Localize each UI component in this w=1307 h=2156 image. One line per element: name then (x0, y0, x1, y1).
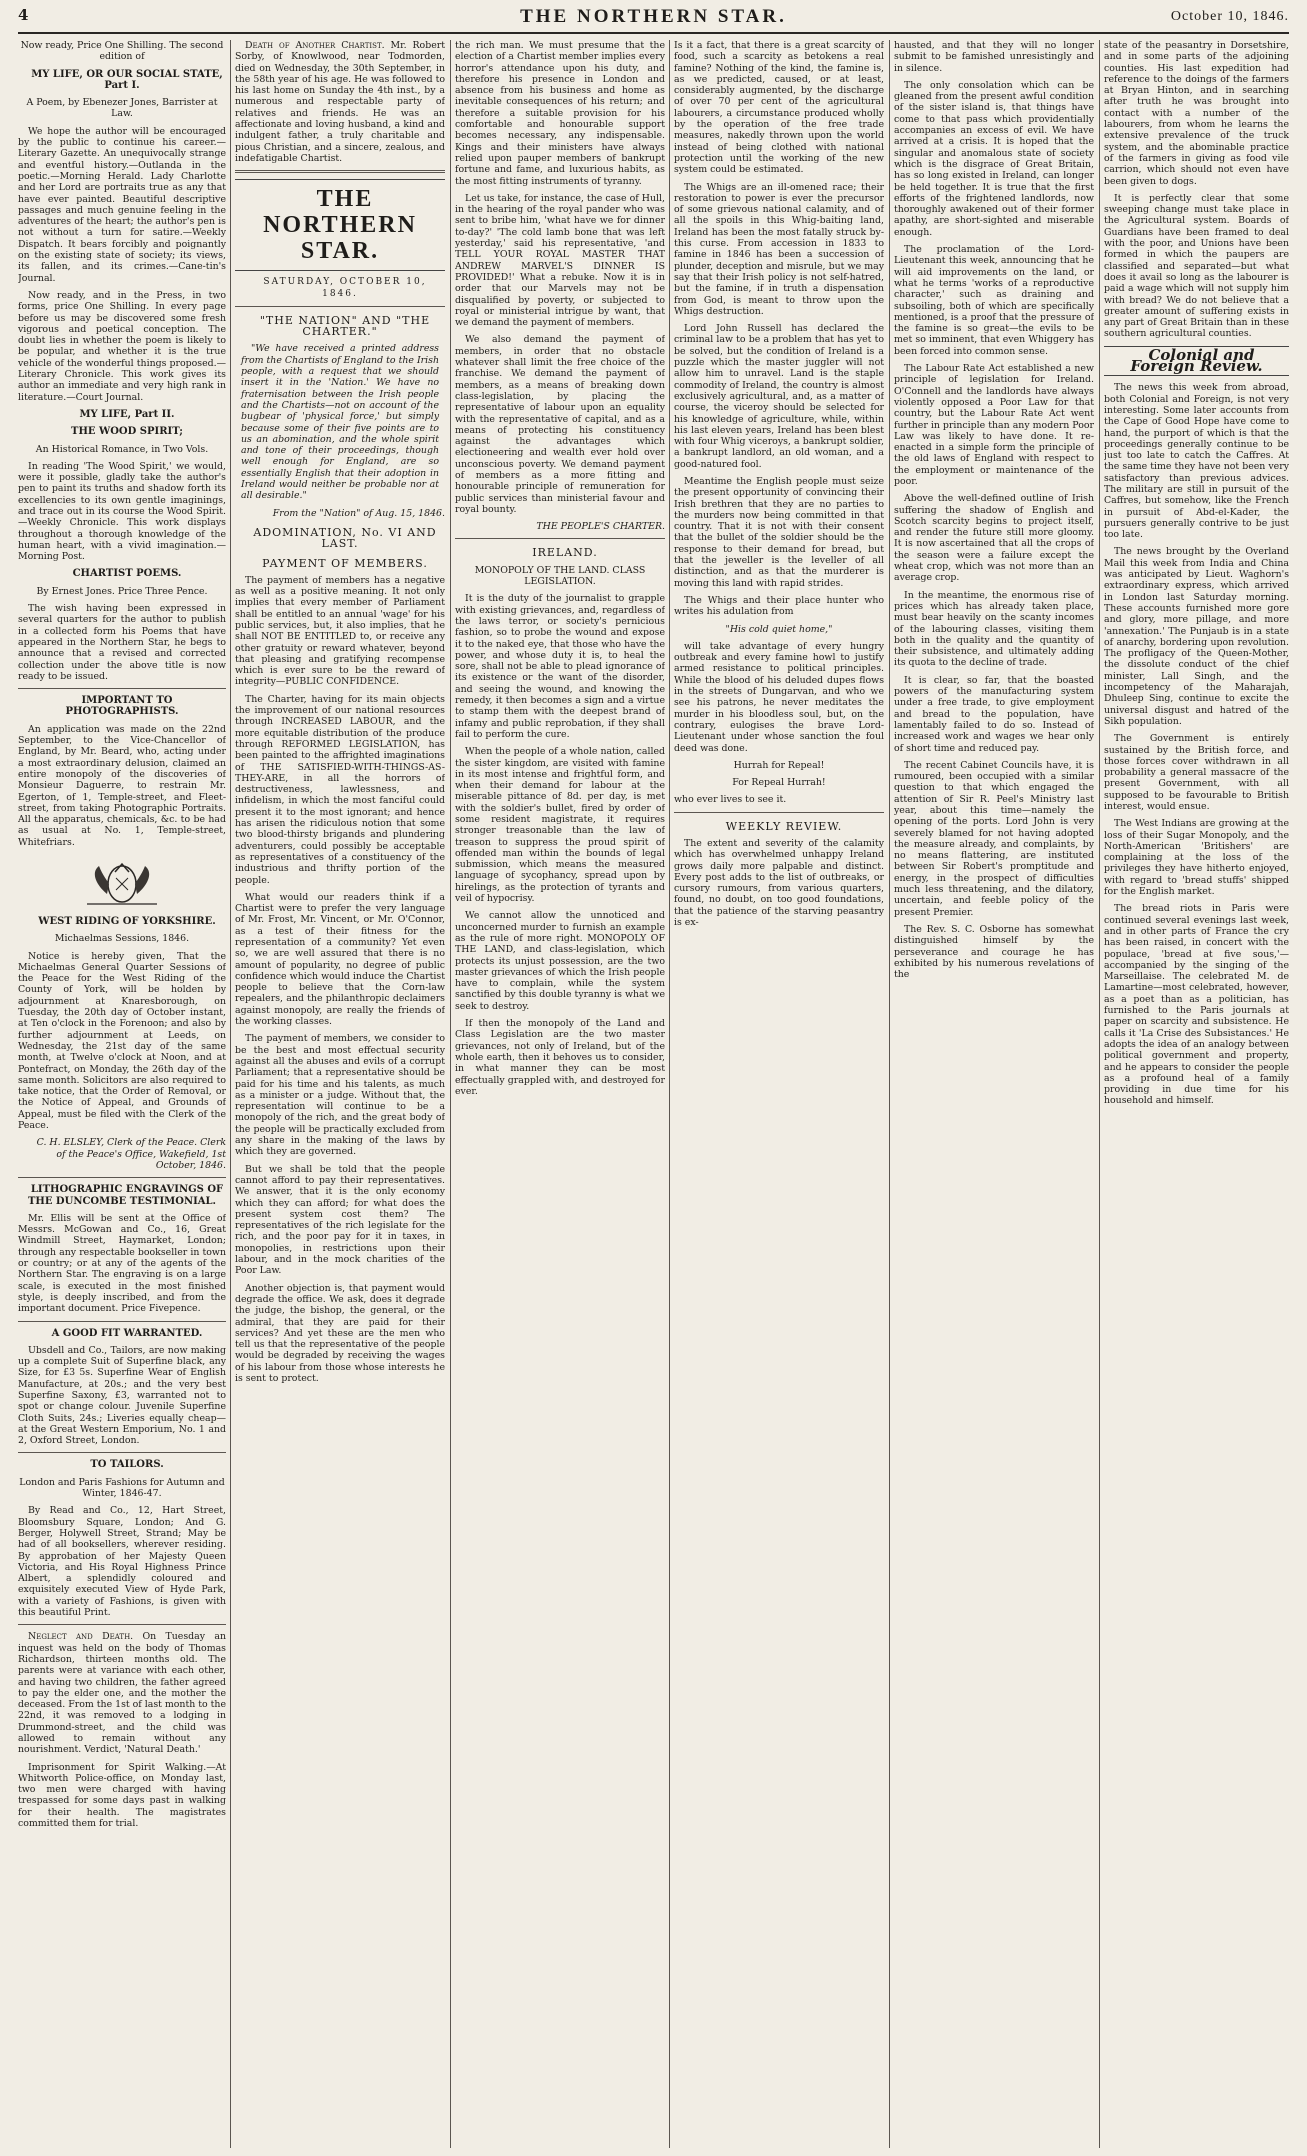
column-article (455, 40, 665, 2148)
article-paragraph: It is the duty of the journalist to grapple with existing grievances, and, regardless of the laws terror, or society's pernicious fashion, so to probe the wound and expose it to the naked eye, that those who have the power, and whose duty it is, to heal the sore, shall not be able to plead ignorance of its existence or the want of the disorder, and seeing the wound, and knowing the remedy, it then becomes a sign and a virtue to stamp them with the deepest brand of infamy and public reprobation, if they shall fail to perform the cure. (455, 593, 665, 740)
divider (18, 1624, 226, 1625)
ad-text: In reading 'The Wood Spirit,' we would, were it possible, gladly take the author's pen to paint its truths and shadow forth its excellencies to its own gentle imaginings, and trace out in its course the Wood Spirit.—Weekly Chronicle. This work displays throughout a thorough knowledge of the human heart, with a vivid imagination.—Morning Post. (18, 460, 226, 563)
news-item (18, 1631, 226, 1755)
divider (18, 1452, 226, 1453)
article-paragraph: the rich man. We must presume that the election of a Chartist member implies every horror's attendance upon his duty, and therefore his presence in London and absence from his business and home as inevitable consequences of his return; and therefore a suitable provision for his comfortable and honourable support becomes necessary, any indispensable. Kings and their ministers have always relied upon pauper members of bankrupt fortune and fame, and luxurious habits, as the most fitting instruments of tyranny. (455, 40, 665, 187)
article-quote: "His cold quiet home," (725, 623, 833, 635)
article-paragraph: We also demand the payment of members, in order that no obstacle whatever shall limit the free choice of the franchise. We demand the payment of members, as a means of breaking down class-legislation, by placing the representative of labour upon an equality with the representative of capital, and as a means of protecting his constituency against the advantages which electioneering and wealth ever hold over unconscious poverty. We demand payment of members as a more fitting and honourable principle of remuneration for public services than ministerial favour and royal bounty. (455, 334, 665, 515)
section-title: PAYMENT OF MEMBERS. (262, 556, 428, 570)
leader-citation: From the "Nation" of Aug. 15, 1846. (272, 507, 445, 519)
news-text: Mr. Robert Sorby, of Knowlwood, near Todmorden, died on Wednesday, the 30th September, in the 58th year of his age. He was followed to his last home on Sunday the 4th inst., by a numerous and respectable party of relatives and friends. He was an affectionate and loving husband, a kind and indulgent father, a truly charitable and pious Christian, and a sincere, zealous, and indefatigable Chartist. (235, 40, 445, 164)
section-subtitle: MONOPOLY OF THE LAND. CLASS LEGISLATION. (474, 564, 646, 588)
ad-title: MY LIFE, Part II. (79, 408, 175, 420)
divider (455, 538, 665, 539)
editorial-paper-title: THE NORTHERN STAR. (235, 179, 445, 271)
divider (235, 170, 445, 173)
ad-title: LITHOGRAPHIC ENGRAVINGS OF THE DUNCOMBE TESTIMONIAL. (27, 1184, 224, 1207)
column-article (674, 40, 884, 2148)
ad-text: An application was made on the 22nd September, to the Vice-Chancellor of England, by Mr. Beard, who, acting under a most extraordinary delusion, claimed an entire monopoly of the discoveries of Monsieur Daguerre, to restrain Mr. Egerton, of 1, Temple-street, and Fleet-street, from taking Photographic Portraits. All the apparatus, chemicals, &c. to be had as usual at No. 1, Temple-street, Whitefriars. (18, 723, 226, 848)
leader-title: "THE NATION" AND "THE CHARTER." (259, 313, 431, 339)
divider (18, 1177, 226, 1178)
news-item: Imprisonment for Spirit Walking.—At Whitworth Police-office, on Monday last, two men were charged with having trespassed for some days past in walking for their health. The magistrates committed them for trial. (18, 1761, 226, 1830)
article-paragraph: Meantime the English people must seize the present opportunity of convincing their Irish brethren that they are no parties to the murders now being committed in that country. That it is not with their consent that the bullet of the soldier should be the response to their demand for bread, but that the jeweller is the leveller of all distinction, and as that the murderer is moving this land with rapid strides. (674, 475, 884, 589)
column-article (894, 40, 1094, 2148)
ad-text: We hope the author will be encouraged by the public to continue his career.—Literary Gazette. An unequivocally strange and eventful history.—Outlanda in the poetic.—Morning Herald. Lady Charlotte and her Lord are portraits true as any that have ever painted. Beautiful descriptive passages and much genuine feeling in the adventures of the heart; the author's pen is not without a turn for satire.—Weekly Dispatch. It bears forcibly and poignantly on the existing state of society; its views, its fallen, and its crimes.—Cane-tin's Journal. (18, 125, 226, 284)
section-title: IRELAND. (532, 546, 598, 560)
article-paragraph: Above the well-defined outline of Irish suffering the shadow of English and Scotch scarcity begins to project itself, and render the future still more gloomy. It is now ascertained that all the crops of the season were a failure except the wheat crop, which was not more than an average crop. (894, 493, 1094, 584)
ad-subtitle: A Poem, by Ebenezer Jones, Barrister at Law. (26, 97, 218, 120)
article-paragraph: The news brought by the Overland Mail this week from India and China was anticipated by Lieut. Waghorn's extraordinary express, which arrived in London last Saturday morning. These accounts furnished more gore and glory, more pillage, and more 'annexation.' The Punjaub is in a state of anarchy, bordering upon revolution. The profligacy of the Queen-Mother, the dissolute conduct of the chief minister, Lall Singh, and the incompetency of the Maharajah, Dhuleep Sing, continue to excite the universal disgust and hatred of the Sikh population. (1104, 546, 1289, 727)
article-paragraph: The Whigs are an ill-omened race; their restoration to power is ever the precursor of some grievous national calamity, and of all the spoils in this Whig-baiting land, Ireland has been the most fatally struck by-this curse. From accession in 1833 to famine in 1846 has been a succession of plunder, deception and misrule, but we may say that their Irish policy is not self-hatred, but the famine, if in truth a dispensation from God, is meant to throw upon the Whigs destruction. (674, 181, 884, 317)
article-cheer: who ever lives to see it. (674, 794, 787, 806)
section-title: ADOMINATION, No. VI AND LAST. (253, 525, 437, 551)
column-editorial (235, 40, 445, 2148)
divider (18, 688, 226, 689)
masthead (18, 4, 1289, 34)
news-item (235, 40, 445, 164)
ad-text: Mr. Ellis will be sent at the Office of Messrs. McGowan and Co., 16, Great Windmill Street, Haymarket, London; through any respectable bookseller in town or country; or at any of the agents of the Northern Star. The engraving is on a large scale, is executed in the most finished style, is deeply inscribed, and from the important document. Price Fivepence. (18, 1212, 226, 1315)
royal-arms-emblem (57, 854, 187, 910)
article-paragraph: The proclamation of the Lord-Lieutenant this week, announcing that he will aid improvements on the land, or what he terms 'works of a reproductive character,' such as draining and subsoiling, both of which are specifically mentioned, is a proof that the pressure of the famine is so great—the evils to be met so imminent, that even Whiggery has been forced into common sense. (894, 244, 1094, 357)
ad-signature: C. H. ELSLEY, Clerk of the Peace. Clerk of the Peace's Office, Wakefield, 1st October, 1846. (36, 1137, 226, 1171)
article-paragraph: The West Indians are growing at the loss of their Sugar Monopoly, and the North-American 'Britishers' are complaining at the loss of the privileges they have hitherto enjoyed, with regard to 'bread stuffs' shipped for the English market. (1104, 818, 1289, 898)
ad-title: THE WOOD SPIRIT; (71, 426, 183, 438)
article-paragraph: The payment of members, we consider to be the best and most effectual security against all the abuses and evils of a corrupt Parliament; that a representative should be paid for his time and his talents, as much as a minister or a judge. Without that, the representation will continue to be a monopoly of the rich, and the great body of the people will be practically excluded from any share in the making of the laws by which they are governed. (235, 1033, 445, 1158)
article-paragraph: The extent and severity of the calamity which has overwhelmed unhappy Ireland grows daily more palpable and distinct. Every post adds to the list of outbreaks, or cursory rumours, from various quarters, found, no doubt, on too good foundations, that the patience of the starving peasantry is ex- (674, 838, 884, 929)
article-paragraph: It is clear, so far, that the boasted powers of the manufacturing system under a free trade, to give employment and bread to the population, have lamentably failed to do so. Instead of increased work and wages we hear only of short time and reduced pay. (894, 674, 1094, 754)
page-number: 4 (18, 6, 29, 24)
article-paragraph: The Whigs and their place hunter who writes his adulation from (674, 594, 884, 618)
column-rule (230, 40, 231, 2148)
ad-text: By Read and Co., 12, Hart Street, Bloomsbury Square, London; And G. Berger, Holywell Street, Strand; May be had of all booksellers, wherever residing. By approbation of her Majesty Queen Victoria, and His Royal Highness Prince Albert, a splendidly coloured and exquisitely executed View of Hyde Park, with a variety of Fashions, is given with this beautiful Print. (18, 1505, 226, 1619)
ad-intro: Now ready, Price One Shilling. The second edition of (20, 40, 224, 63)
article-paragraph: The Rev. S. C. Osborne has somewhat distinguished himself by the perseverance and courage he has exhibited by his numerous revelations of the (894, 923, 1094, 981)
ad-subtitle: London and Paris Fashions for Autumn and Winter, 1846-47. (19, 1476, 225, 1500)
editorial-date: SATURDAY, OCTOBER 10, 1846. (263, 277, 427, 299)
column-rule (889, 40, 890, 2148)
column-advertisements (18, 40, 226, 2148)
ad-title: CHARTIST POEMS. (72, 568, 182, 580)
article-paragraph: If then the monopoly of the Land and Class Legislation are the two master grievances, not only of Ireland, but of the whole earth, then it behoves us to consider, in what manner they can be most effectually grappled with, and destroyed for ever. (455, 1018, 665, 1097)
article-paragraph: state of the peasantry in Dorsetshire, and in some parts of the adjoining counties. His last expedition had reference to the doings of the farmers at Bryan Hinton, and in searching after truth he was brought into contact with a number of the labourers, from whom he learns the extensive prevalence of the truck system, and the abominable practice of the farmers in giving as food vile carrion, which should not even have been given to dogs. (1104, 40, 1289, 187)
article-paragraph: In the meantime, the enormous rise of prices which has already taken place, must bear heavily on the scanty incomes of the labouring classes, visiting them both in the quality and the quantity of their subsistence, and ultimately adding its quota to the decline of trade. (894, 589, 1094, 669)
ad-text: Now ready, and in the Press, in two forms, price One Shilling. In every page before us may be discovered some fresh vigorous and poetical conception. The doubt lies in whether the poem is likely to be popular, and whether it is the true vehicle of the wonderful things proposed.—Literary Chronicle. This work gives its author an immediate and very high rank in literature.—Court Journal. (18, 289, 226, 403)
article-paragraph: When the people of a whole nation, called the sister kingdom, are visited with famine in its most intense and frightful form, and when their demand for labour at the miserable pittance of 8d. per day, is met with the soldier's bullet, fired by order of some resident magistrate, it requires stronger treasonable than the law of treason to suppress the proud spirit of offended man within the bounds of legal submission, which means the measured language of sycophancy, spread upon by hirelings, as the protection of tyrants and veil of hypocrisy. (455, 746, 665, 905)
article-paragraph: The payment of members has a negative as well as a positive meaning. It not only implies that every member of Parliament shall be entitled to an annual 'wage' for his public services, but, it also implies, that he shall NOT BE ENTITLED to, or receive any other gratuity or reward whatever, beyond that pleasing and gratifying recompense which is ever sure to be the reward of integrity—PUBLIC CONFIDENCE. (235, 574, 445, 688)
article-cheer: Hurrah for Repeal! (733, 759, 825, 771)
divider (18, 1321, 226, 1322)
article-paragraph: hausted, and that they will no longer submit to be famished unresistingly and in silence. (894, 40, 1094, 74)
column-rule (450, 40, 451, 2148)
ad-text: Ubsdell and Co., Tailors, are now making up a complete Suit of Superfine black, any Size, for £3 5s. Superfine Wear of English Manufacture, at 20s.; and the very best Superfine Saxony, £3, warranted not to spot or change colour. Juvenile Superfine Cloth Suits, 24s.; Liveries equally cheap—at the Great Western Emporium, No. 1 and 2, Oxford Street, London. (18, 1344, 226, 1447)
column-rule (1099, 40, 1100, 2148)
ad-title: WEST RIDING OF YORKSHIRE. (38, 916, 216, 927)
divider (674, 812, 884, 813)
ad-subtitle: By Ernest Jones. Price Three Pence. (36, 585, 208, 597)
article-paragraph: The Labour Rate Act established a new principle of legislation for Ireland. O'Connell and the landlords have always violently opposed a Poor Law for that country, but the Labour Rate Act went further in principle than any modern Poor Law was likely to have done. It re-enacted in a simple form the principle of the old laws of England with respect to the employment or maintenance of the poor. (894, 363, 1094, 487)
column-article (1104, 40, 1289, 2148)
article-paragraph: We cannot allow the unnoticed and unconcerned murder to furnish an example as the rule of more right. MONOPOLY OF THE LAND, and class-legislation, which protects its unjust possession, are the two master grievances of which the Irish people have to complain, while the system sanctified by this double tyranny is what we seek to destroy. (455, 910, 665, 1012)
article-paragraph: What would our readers think if a Chartist were to prefer the very language of Mr. Frost, Mr. Vincent, or Mr. O'Connor, as a test of their fitness for the representation of a community? Yet even so, we are well assured that there is no amount of popularity, no degree of public confidence which would induce the Chartist people to believe that the Corn-law repealers, and the philanthropic declaimers against monopoly, are really the friends of the working classes. (235, 891, 445, 1028)
ad-title: MY LIFE, OR OUR SOCIAL STATE, Part I. (31, 68, 223, 91)
article-paragraph: Is it a fact, that there is a great scarcity of food, such a scarcity as betokens a real famine? Nothing of the kind, the famine is, as we predicted, caused, or at least, considerably augmented, by the discharge of over 70 per cent of the agricultural labourers, a circumstance produced wholly by the operation of the free trade measures, nakedly thrown upon the world instead of being clothed with national protection until the working of the new system could be estimated. (674, 40, 884, 176)
divider (235, 306, 445, 307)
section-title: WEEKLY REVIEW. (725, 819, 843, 833)
ad-subtitle: Michaelmas Sessions, 1846. (54, 933, 190, 945)
ad-title: TO TAILORS. (90, 1459, 164, 1471)
section-title: Colonial and Foreign Review. (1104, 346, 1289, 377)
article-paragraph: The recent Cabinet Councils have, it is rumoured, been occupied with a similar question to that which engaged the attention of Sir R. Peel's Ministry last year, about this time—namely the opening of the ports. Lord John is very severely blamed for not having adopted the measure already, and complaints, by no means flattering, are instituted between Sir Robert's promptitude and energy, in the prospect of difficulties much less threatening, and the dilatory, uncertain, and feeble policy of the present Premier. (894, 759, 1094, 918)
leader-quote: "We have received a printed address from the Chartists of England to the Irish people, with a request that we should insert it in the 'Nation.' We have no fraternisation between the Irish people and the Chartists—not on account of the bugbear of 'physical force,' but simply because some of their five points are to us an abomination, and the whole spirit and tone of their proceedings, though well enough for England, are so essentially English that their adoption in Ireland would neither be probable nor at all desirable." (241, 343, 439, 502)
ad-text: The wish having been expressed in several quarters for the author to publish in a collected form his Poems that have appeared in the Northern Star, he begs to announce that a revised and corrected collection under the above title is now ready to be issued. (18, 603, 226, 682)
article-paragraph: The bread riots in Paris were continued several evenings last week, and in other parts of France the cry has been raised, in concert with the populace, 'bread at five sous,'—accompanied by the singing of the Marseillaise. The celebrated M. de Lamartine—most celebrated, however, as a poet than as a politician, has furnished to the Paris journals at paper on scarcity and subsistence. He calls it 'La Crise des Subsistances.' He adopts the idea of an analogy between political government and property, and he appears to consider the people as a profound heal of a family providing in due time for his household and himself. (1104, 903, 1289, 1107)
issue-date: October 10, 1846. (1170, 9, 1289, 24)
article-paragraph: The news this week from abroad, both Colonial and Foreign, is not very interesting. Some later accounts from the Cape of Good Hope have come to hand, the purport of which is that the proceedings generally continue to be just too late to catch the Caffres. At the same time they have not been very satisfactory than previous advices. The military are still in pursuit of the Caffres, but somehow, like the French in pursuit of Abd-el-Kader, the pursuers generally contrive to be just too late. (1104, 382, 1289, 541)
column-rule (669, 40, 670, 2148)
ad-title: A GOOD FIT WARRANTED. (51, 1327, 203, 1339)
article-paragraph: But we shall be told that the people cannot afford to pay their representatives. We answer, that it is the only economy which they can afford; for what does the present system cost them? The representatives of the rich legislate for the rich, and the poor pay for it in taxes, in monopolies, in restrictions upon their labour, and in the mock charities of the Poor Law. (235, 1163, 445, 1277)
news-heading: Neglect and Death. (28, 1631, 134, 1643)
article-paragraph: The only consolation which can be gleaned from the present awful condition of the sister island is, that things have come to that pass which providentially accompanies an excess of evil. We have arrived at a crisis. It is hoped that the singular and anomalous state of society which is the disgrace of Great Britain, has so long existed in Ireland, can longer be held together. It is true that the first efforts of the frightened landlords, now thoroughly awakened out of their former apathy, are short-sighted and miserable enough. (894, 79, 1094, 238)
paper-name: THE NORTHERN STAR. (520, 6, 787, 27)
article-signature: THE PEOPLE'S CHARTER. (536, 521, 665, 533)
article-cheer: For Repeal Hurrah! (732, 777, 826, 789)
news-text: On Tuesday an inquest was held on the body of Thomas Richardson, thirteen months old. The parents were at variance with each other, and having two children, the father agreed to pay the elder one, and the mother the deceased. From the 1st of last month to the 22nd, it was removed to a lodging in Drummond-street, and the child was allowed to remain without any nourishment. Verdict, 'Natural Death.' (18, 1631, 226, 1756)
article-paragraph: Let us take, for instance, the case of Hull, in the hearing of the royal pander who was sent to bribe him, 'what have we for dinner to-day?' 'The cold lamb bone that was left yesterday,' said his representative, 'and TELL YOUR ROYAL MASTER THAT ANDREW MARVEL'S DINNER IS PROVIDED!' What a rebuke. Now it is in order that our Marvels may not be disqualified by poverty, or subjected to royal or ministerial intrigue by want, that we demand the payment of members. (455, 192, 665, 329)
article-paragraph: It is perfectly clear that some sweeping change must take place in the Agricultural system. Boards of Guardians have been framed to deal with the poor, and Unions have been formed in which the paupers are classified and separated—but what does it avail so long as the labourer is paid a wage which will not supply him with bread? We do not believe that a greater amount of suffering exists in any part of Great Britain than in these southern agricultural counties. (1104, 192, 1289, 340)
ad-text: Notice is hereby given, That the Michaelmas General Quarter Sessions of the Peace for the West Riding of the County of York, will be holden by adjournment at Knaresborough, on Tuesday, the 20th day of October instant, at Ten o'clock in the Forenoon; and also by further adjournment at Leeds, on Wednesday, the 21st day of the same month, at Twelve o'clock at Noon, and at Pontefract, on Monday, the 26th day of the same month. Solicitors are also required to take notice, that the Order of Removal, or the Notice of Appeal, and Grounds of Appeal, must be filed with the Clerk of the Peace. (18, 950, 226, 1132)
article-paragraph: Another objection is, that payment would degrade the office. We ask, does it degrade the judge, the bishop, the general, or the admiral, that they are paid for their services? And yet these are the men who tell us that the representative of the people would be degraded by receiving the wages of his labour from those whose interests he is sent to protect. (235, 1282, 445, 1384)
article-paragraph: Lord John Russell has declared the criminal law to be a problem that has yet to be solved, but the condition of Ireland is a puzzle which the master juggler will not allow him to unravel. Land is the staple commodity of Ireland, the country is almost exclusively agricultural, and, as a matter of course, the viceroy should be selected for his knowledge of agriculture, while, within his last eleven years, Ireland has been blest with four Whig viceroys, a bankrupt soldier, a bankrupt landlord, an old woman, and a good-natured fool. (674, 323, 884, 470)
ad-title: IMPORTANT TO PHOTOGRAPHISTS. (65, 695, 179, 718)
article-paragraph: The Government is entirely sustained by the British force, and those forces cover withdrawn in all probability a general massacre of the present Government, with all supposed to be favourable to British interest, would ensue. (1104, 733, 1289, 812)
article-paragraph: The Charter, having for its main objects the improvement of our national resources through INCREASED LABOUR, and the more equitable distribution of the produce through REFORMED LEGISLATION, has been painted to the affrighted imaginations of THE SATISFIED-WITH-THINGS-AS-THEY-ARE, in all the horrors of destructiveness, lawlessness, and infidelism, in which the most fanciful could present it to the most ignorant; and hence has arisen the ridiculous notion that some two blood-thirsty brigands and plundering adventurers, could possibly be acceptable as representatives of a constituency of the industrious and thrifty portion of the people. (235, 693, 445, 886)
ad-subtitle: An Historical Romance, in Two Vols. (35, 443, 209, 455)
article-paragraph: will take advantage of every hungry outbreak and every famine howl to justify armed resistance to political principles. While the blood of his deluded dupes flows in the streets of Dungarvan, and who we see his patrons, he never meditates the murder in his bloodless soul, but, on the contrary, eulogises the brave Lord-Lieutenant under whose sanction the foul deed was done. (674, 640, 884, 754)
news-heading: Death of Another Chartist. (245, 40, 385, 51)
